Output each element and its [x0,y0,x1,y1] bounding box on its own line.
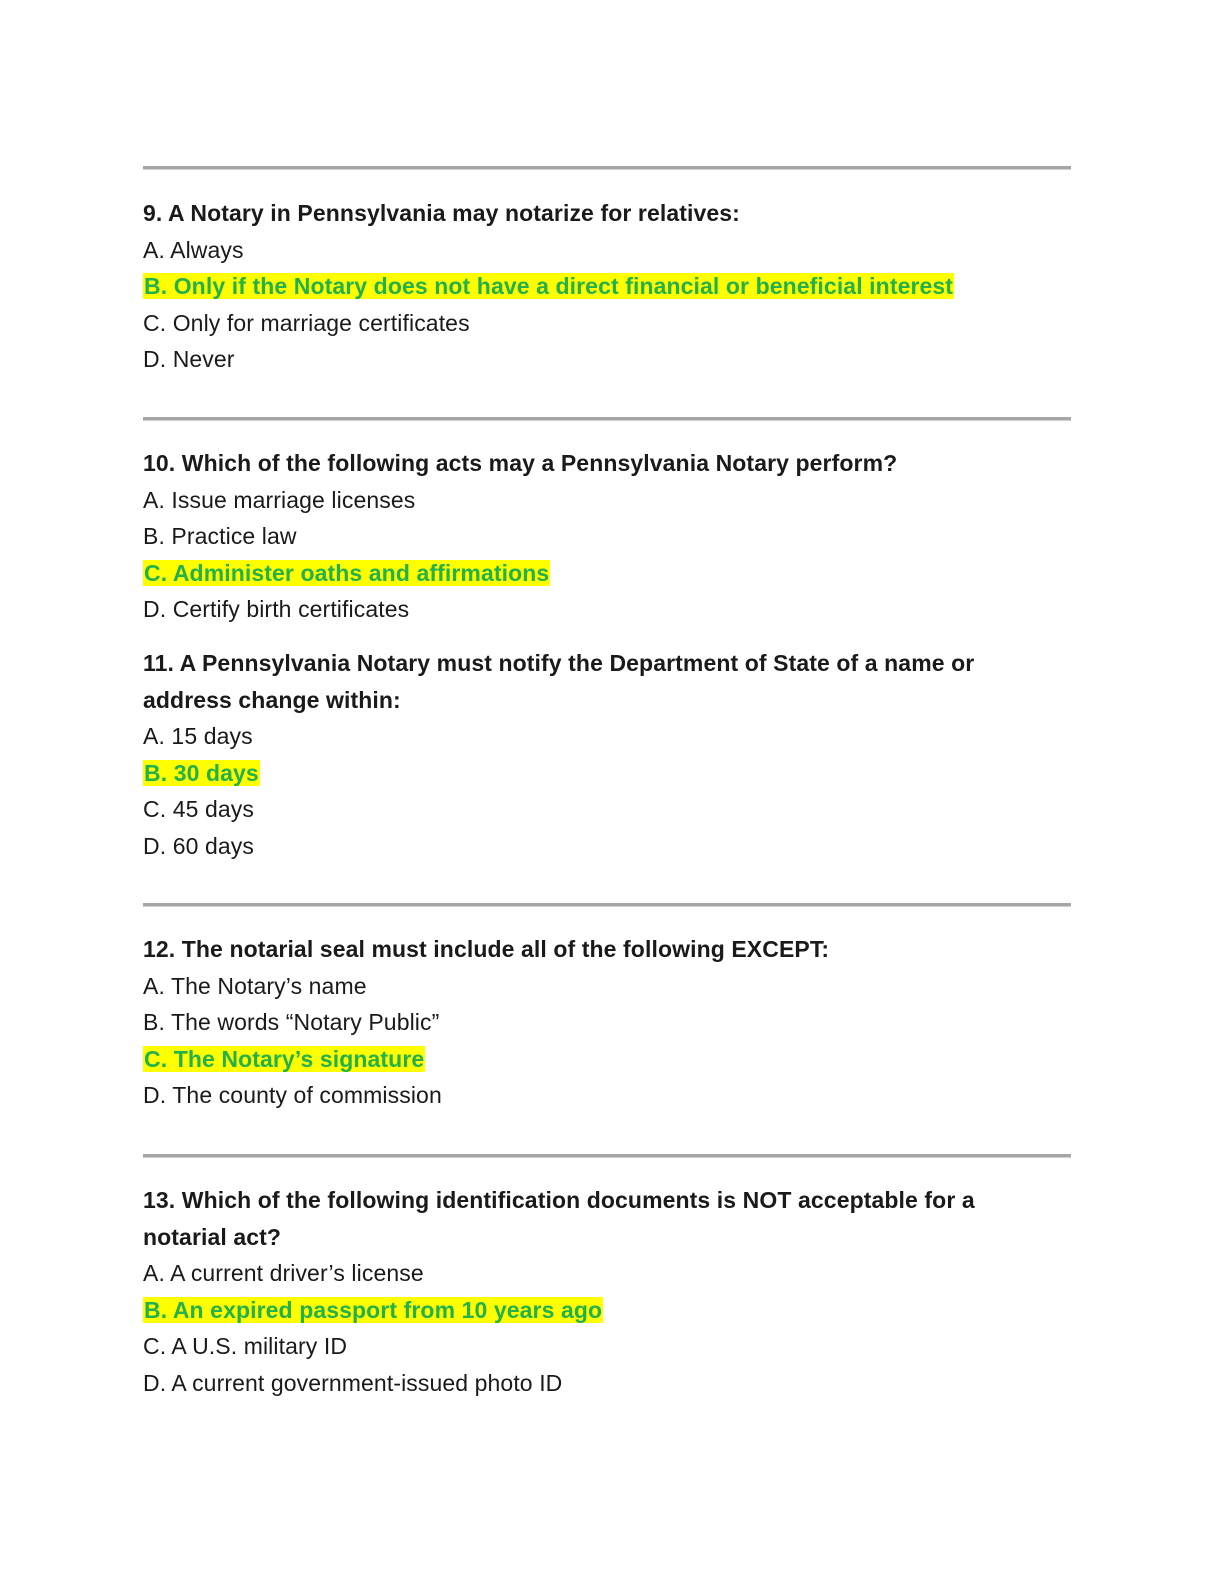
question-text: 9. A Notary in Pennsylvania may notarize for relatives: [143,200,740,226]
answer-option-c-correct [143,1041,1071,1078]
answer-option-b: B. The words “Notary Public” [143,1009,440,1036]
answer-option-c-correct [143,555,1071,592]
divider-rule [143,1154,1071,1158]
divider-rule [143,903,1071,907]
correct-answer-highlight: B. 30 days [144,759,259,786]
answer-option-c: C. A U.S. military ID [143,1333,348,1360]
answer-option-d: D. A current government-issued photo ID [143,1369,563,1396]
correct-answer-highlight: B. Only if the Notary does not have a direct financial or beneficial interest [144,273,954,300]
question-9 [143,195,1071,378]
answer-option-a: A. Issue marriage licenses [143,486,416,513]
answer-option-b-correct [143,755,1071,792]
answer-option-a: A. Always [143,236,244,263]
question-10 [143,445,1071,628]
answer-option-a: A. A current driver’s license [143,1260,424,1287]
question-12 [143,931,1071,1114]
correct-answer-highlight: B. An expired passport from 10 years ago [144,1296,603,1323]
answer-option-d: D. 60 days [143,832,254,859]
answer-option-b-correct [143,1292,1071,1329]
question-text-continued: notarial act? [143,1223,282,1250]
answer-option-b: B. Practice law [143,523,297,550]
question-text: 13. Which of the following identification documents is NOT acceptable for a [143,1187,975,1213]
question-13 [143,1182,1071,1402]
answer-option-c: C. 45 days [143,796,254,823]
answer-option-d: D. The county of commission [143,1082,442,1109]
answer-option-d: D. Certify birth certificates [143,596,410,623]
correct-answer-highlight: C. Administer oaths and affirmations [144,559,550,586]
question-text: 12. The notarial seal must include all of the following EXCEPT: [143,936,830,962]
question-11 [143,645,1071,865]
question-text: 10. Which of the following acts may a Pennsylvania Notary perform? [143,450,898,476]
question-text: 11. A Pennsylvania Notary must notify the Department of State of a name or [143,650,975,676]
divider-rule [143,417,1071,421]
answer-option-a: A. The Notary’s name [143,972,367,999]
answer-option-a: A. 15 days [143,723,253,750]
question-text-continued: address change within: [143,686,401,713]
answer-option-d: D. Never [143,346,235,373]
divider-rule [143,166,1071,170]
correct-answer-highlight: C. The Notary’s signature [144,1045,425,1072]
answer-option-b-correct [143,268,1071,305]
answer-option-c: C. Only for marriage certificates [143,309,470,336]
